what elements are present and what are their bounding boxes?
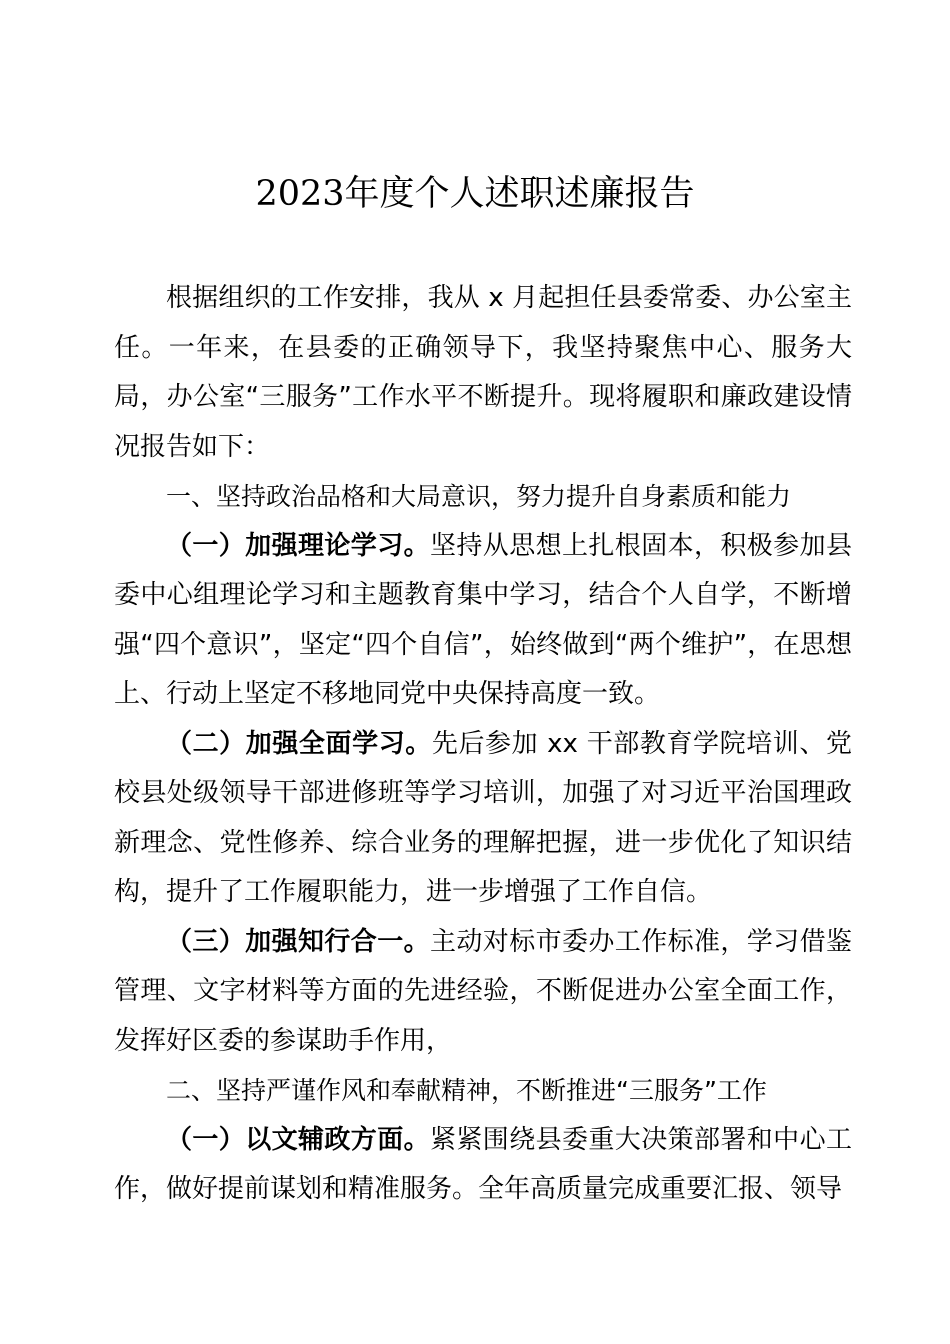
- section-heading-1: 一、坚持政治品格和大局意识，努力提升自身素质和能力: [166, 482, 792, 511]
- document-title: 2023年度个人述职述廉报告: [255, 174, 695, 214]
- item-title: （一）加强理论学习。: [166, 530, 430, 561]
- document-body: [114, 274, 852, 1215]
- section-1-item-2: [114, 720, 852, 918]
- section-1-item-3: [114, 918, 852, 1067]
- intro-paragraph: 根据组织的工作安排，我从 x 月起担任县委常委、办公室主任。一年来，在县委的正确领导下，我坚持聚焦中心、服务大局，办公室“三服务”工作水平不断提升。现将履职和廉政建设情况报告如下：: [114, 283, 852, 462]
- item-text: 坚持从思想上扎根固本，积极参加县委中心组理论学习和主题教育集中学习，结合个人自学，不断增强“四个意识”，坚定“四个自信”，始终做到“两个维护”，在思想上、行动上坚定不移地同党中央保持高度一致。: [114, 530, 852, 709]
- item-text: 主动对标市委办工作标准，学习借鉴管理、文字材料等方面的先进经验，不断促进办公室全面工作，发挥好区委的参谋助手作用，: [114, 926, 852, 1056]
- section-heading-2: 二、坚持严谨作风和奉献精神，不断推进“三服务”工作: [166, 1076, 767, 1105]
- section-2-item-1: [114, 1116, 852, 1215]
- item-title: （二）加强全面学习。: [166, 728, 432, 759]
- item-title: （一）以文辅政方面。: [166, 1124, 430, 1155]
- section-1-item-1: [114, 522, 852, 720]
- item-text: 先后参加 xx 干部教育学院培训、党校县处级领导干部进修班等学习培训，加强了对习近平治国理政新理念、党性修养、综合业务的理解把握，进一步优化了知识结构，提升了工作履职能力，进一步增强了工作自信。: [114, 728, 852, 907]
- item-title: （三）加强知行合一。: [166, 926, 430, 957]
- item-text: 紧紧围绕县委重大决策部署和中心工作，做好提前谋划和精准服务。全年高质量完成重要汇报、领导: [114, 1124, 852, 1204]
